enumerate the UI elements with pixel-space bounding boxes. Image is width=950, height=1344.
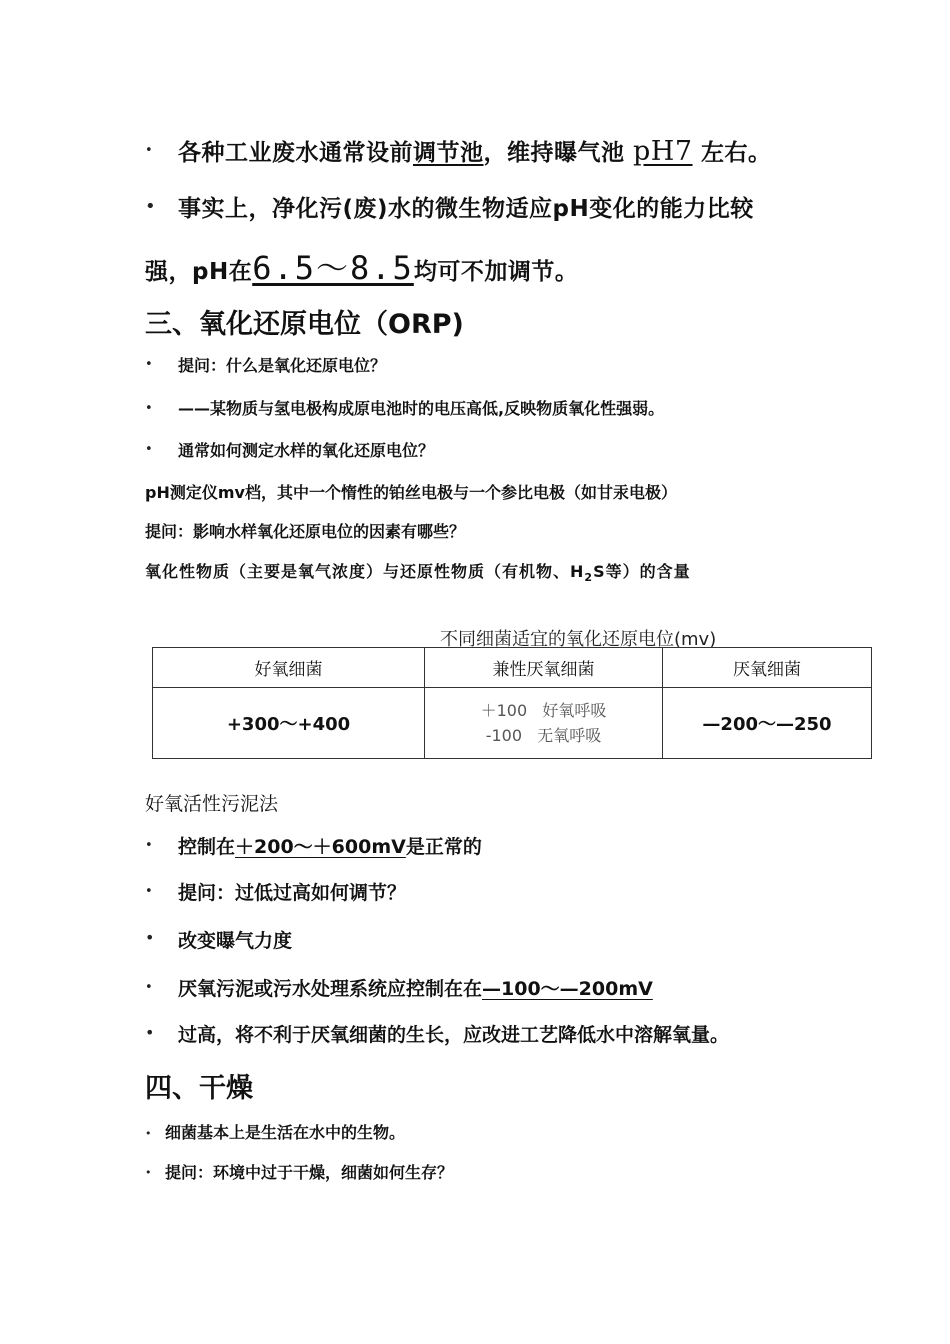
answer-line: pH测定仪mv档，其中一个惰性的铂丝电极与一个参比电极（如甘汞电极） xyxy=(145,483,677,502)
ph-value: pH7 xyxy=(633,136,693,167)
question-line: 通常如何测定水样的氧化还原电位？ xyxy=(178,441,435,460)
paragraph-line-3 xyxy=(145,243,578,289)
bullet-marker: • xyxy=(145,1023,155,1042)
table-header-cell: 厌氧细菌 xyxy=(663,648,872,688)
table-cell-aerobic: +300～+400 xyxy=(153,688,425,759)
orp-table xyxy=(152,647,872,759)
text: 左右。 xyxy=(692,140,772,166)
bullet-marker: • xyxy=(145,928,155,947)
bullet-line: 细菌基本上是生活在水中的生物。 xyxy=(165,1123,406,1142)
bullet-marker: • xyxy=(145,143,153,158)
bullet-marker: • xyxy=(145,838,153,853)
bullet-marker: • xyxy=(145,401,153,416)
text: 是正常的 xyxy=(405,836,482,858)
section-heading-drying: 四、干燥 xyxy=(145,1073,253,1104)
bullet-line: 提问：环境中过于干燥，细菌如何生存？ xyxy=(165,1163,454,1182)
bullet-marker: • xyxy=(145,442,153,457)
facultative-aerobic: ＋100 好氧呼吸 xyxy=(480,701,607,720)
underlined-text: 调节池 xyxy=(413,140,484,166)
table-header-cell: 兼性厌氧细菌 xyxy=(425,648,663,688)
bullet-marker: • xyxy=(145,980,153,995)
table-row xyxy=(153,688,872,759)
text: 均可不加调节。 xyxy=(413,259,579,285)
table-cell-anaerobic: —200～—250 xyxy=(663,688,872,759)
paragraph-line-2: 事实上，净化污(废)水的微生物适应pH变化的能力比较 xyxy=(178,196,754,222)
bullet-marker: • xyxy=(145,1127,152,1140)
ph-range: 6.5～8.5 xyxy=(252,249,414,287)
section-heading-orp: 三、氧化还原电位（ORP) xyxy=(145,309,464,340)
underlined-text: —100～—200mV xyxy=(482,978,653,1000)
bullet-marker: • xyxy=(145,884,153,899)
underlined-text: ＋200～＋600mV xyxy=(235,836,406,858)
table-caption: 不同细菌适宜的氧化还原电位(mv) xyxy=(440,629,717,650)
question-line: 提问：影响水样氧化还原电位的因素有哪些？ xyxy=(145,522,466,541)
text: 厌氧污泥或污水处理系统应控制在在 xyxy=(178,978,483,1000)
bullet-marker: • xyxy=(145,196,156,217)
text: 控制在 xyxy=(178,836,236,858)
answer-line: ——某物质与氢电极构成原电池时的电压高低,反映物质氧化性强弱。 xyxy=(178,399,665,418)
bullet-line xyxy=(178,974,653,1001)
table-cell-facultative xyxy=(425,688,663,759)
bullet-marker: • xyxy=(145,1166,152,1179)
bullet-line: 过高，将不利于厌氧细菌的生长，应改进工艺降低水中溶解氧量。 xyxy=(178,1024,730,1046)
text: 氧化性物质（主要是氧气浓度）与还原性物质（有机物、H xyxy=(145,562,585,581)
table-header-cell: 好氧细菌 xyxy=(153,648,425,688)
table-header-row xyxy=(153,648,872,688)
question-line: 提问：什么是氧化还原电位？ xyxy=(178,356,387,375)
text: S等）的含量 xyxy=(593,562,691,581)
text: 各种工业废水通常设前 xyxy=(178,140,413,166)
bullet-marker: • xyxy=(145,357,153,372)
subheading-aerobic-sludge: 好氧活性污泥法 xyxy=(145,793,279,815)
bullet-line xyxy=(178,832,482,859)
subscript: 2 xyxy=(584,571,594,585)
facultative-anaerobic: -100 无氧呼吸 xyxy=(485,726,602,745)
text: 强，pH在 xyxy=(145,259,253,285)
bullet-line: 提问：过低过高如何调节？ xyxy=(178,882,407,904)
answer-line xyxy=(145,559,691,584)
text: ，维持曝气池 xyxy=(483,140,634,166)
paragraph-line-1 xyxy=(178,134,772,167)
bullet-line: 改变曝气力度 xyxy=(178,930,293,952)
